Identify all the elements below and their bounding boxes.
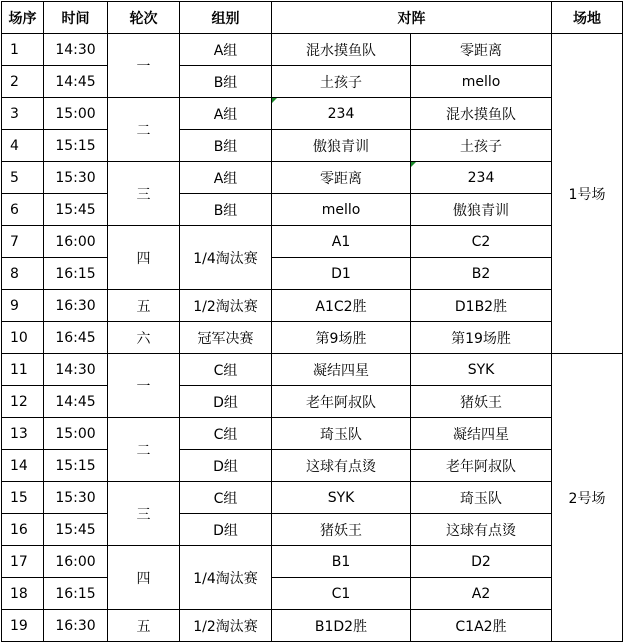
time-cell: 15:30: [44, 482, 108, 514]
table-row: [2, 130, 623, 162]
seq-cell: 3: [2, 98, 44, 130]
seq-cell: 17: [2, 546, 44, 578]
seq-cell: 5: [2, 162, 44, 194]
time-cell: 14:45: [44, 66, 108, 98]
team2-cell: 零距离: [411, 34, 552, 66]
time-cell: 15:45: [44, 194, 108, 226]
seq-cell: 11: [2, 354, 44, 386]
time-cell: 16:30: [44, 290, 108, 322]
team1-cell: 混水摸鱼队: [272, 34, 411, 66]
team2-cell: C2: [411, 226, 552, 258]
group-cell: C组: [180, 482, 272, 514]
group-cell: B组: [180, 66, 272, 98]
group-cell: A组: [180, 98, 272, 130]
table-row: [2, 578, 623, 610]
team1-cell: 傲狼青训: [272, 130, 411, 162]
team1-cell: A1C2胜: [272, 290, 411, 322]
group-cell: 1/4淘汰赛: [180, 226, 272, 290]
time-cell: 14:30: [44, 34, 108, 66]
team1-cell: 零距离: [272, 162, 411, 194]
seq-cell: 6: [2, 194, 44, 226]
table-row: [2, 386, 623, 418]
time-cell: 15:15: [44, 450, 108, 482]
seq-cell: 15: [2, 482, 44, 514]
table-row: [2, 258, 623, 290]
venue-cell: 2号场: [552, 354, 623, 642]
team2-cell: C1A2胜: [411, 610, 552, 642]
table-row: [2, 354, 623, 386]
team1-cell: 234: [272, 98, 411, 130]
seq-cell: 1: [2, 34, 44, 66]
team2-cell: 傲狼青训: [411, 194, 552, 226]
team1-cell: 琦玉队: [272, 418, 411, 450]
team2-cell: 混水摸鱼队: [411, 98, 552, 130]
time-cell: 16:00: [44, 226, 108, 258]
team2-cell: 234: [411, 162, 552, 194]
team1-cell: 猪妖王: [272, 514, 411, 546]
time-cell: 15:30: [44, 162, 108, 194]
table-row: [2, 194, 623, 226]
team2-cell: D1B2胜: [411, 290, 552, 322]
seq-cell: 13: [2, 418, 44, 450]
header-group: 组别: [180, 2, 272, 34]
header-match: 对阵: [272, 2, 552, 34]
table-row: [2, 418, 623, 450]
round-cell: 三: [108, 482, 180, 546]
group-cell: A组: [180, 162, 272, 194]
team1-cell: C1: [272, 578, 411, 610]
seq-cell: 10: [2, 322, 44, 354]
table-row: [2, 162, 623, 194]
time-cell: 16:15: [44, 258, 108, 290]
group-cell: C组: [180, 354, 272, 386]
table-row: [2, 290, 623, 322]
team2-cell: 这球有点烫: [411, 514, 552, 546]
round-cell: 一: [108, 354, 180, 418]
header-round: 轮次: [108, 2, 180, 34]
round-cell: 一: [108, 34, 180, 98]
group-cell: B组: [180, 194, 272, 226]
team1-cell: 凝结四星: [272, 354, 411, 386]
table-row: [2, 546, 623, 578]
time-cell: 14:30: [44, 354, 108, 386]
time-cell: 16:00: [44, 546, 108, 578]
round-cell: 二: [108, 98, 180, 162]
group-cell: 1/2淘汰赛: [180, 290, 272, 322]
table-row: [2, 98, 623, 130]
round-cell: 五: [108, 290, 180, 322]
seq-cell: 7: [2, 226, 44, 258]
time-cell: 14:45: [44, 386, 108, 418]
group-cell: A组: [180, 34, 272, 66]
time-cell: 15:00: [44, 418, 108, 450]
team2-cell: D2: [411, 546, 552, 578]
venue-cell: 1号场: [552, 34, 623, 354]
team1-cell: 老年阿叔队: [272, 386, 411, 418]
header-seq: 场序: [2, 2, 44, 34]
seq-cell: 12: [2, 386, 44, 418]
team2-cell: mello: [411, 66, 552, 98]
header-row: [2, 2, 623, 34]
team1-cell: mello: [272, 194, 411, 226]
team2-cell: 琦玉队: [411, 482, 552, 514]
table-row: [2, 514, 623, 546]
team2-cell: B2: [411, 258, 552, 290]
group-cell: B组: [180, 130, 272, 162]
table-row: [2, 322, 623, 354]
table-row: [2, 450, 623, 482]
team2-cell: 猪妖王: [411, 386, 552, 418]
table-row: [2, 66, 623, 98]
group-cell: 1/4淘汰赛: [180, 546, 272, 610]
team1-cell: 第9场胜: [272, 322, 411, 354]
round-cell: 二: [108, 418, 180, 482]
team1-cell: B1D2胜: [272, 610, 411, 642]
team1-cell: SYK: [272, 482, 411, 514]
table-row: [2, 34, 623, 66]
team1-cell: 这球有点烫: [272, 450, 411, 482]
time-cell: 15:00: [44, 98, 108, 130]
table-row: [2, 610, 623, 642]
group-cell: 冠军决赛: [180, 322, 272, 354]
team2-cell: 第19场胜: [411, 322, 552, 354]
group-cell: D组: [180, 450, 272, 482]
team1-cell: A1: [272, 226, 411, 258]
seq-cell: 2: [2, 66, 44, 98]
team2-cell: SYK: [411, 354, 552, 386]
seq-cell: 4: [2, 130, 44, 162]
schedule-table: [1, 1, 623, 642]
group-cell: 1/2淘汰赛: [180, 610, 272, 642]
seq-cell: 18: [2, 578, 44, 610]
seq-cell: 19: [2, 610, 44, 642]
seq-cell: 16: [2, 514, 44, 546]
time-cell: 16:45: [44, 322, 108, 354]
round-cell: 四: [108, 546, 180, 610]
team1-cell: D1: [272, 258, 411, 290]
team2-cell: 凝结四星: [411, 418, 552, 450]
time-cell: 16:30: [44, 610, 108, 642]
header-venue: 场地: [552, 2, 623, 34]
seq-cell: 9: [2, 290, 44, 322]
group-cell: D组: [180, 514, 272, 546]
team2-cell: 土孩子: [411, 130, 552, 162]
team2-cell: A2: [411, 578, 552, 610]
time-cell: 15:45: [44, 514, 108, 546]
table-row: [2, 482, 623, 514]
round-cell: 六: [108, 322, 180, 354]
team1-cell: 土孩子: [272, 66, 411, 98]
time-cell: 16:15: [44, 578, 108, 610]
round-cell: 五: [108, 610, 180, 642]
team2-cell: 老年阿叔队: [411, 450, 552, 482]
group-cell: D组: [180, 386, 272, 418]
group-cell: C组: [180, 418, 272, 450]
header-time: 时间: [44, 2, 108, 34]
seq-cell: 14: [2, 450, 44, 482]
team1-cell: B1: [272, 546, 411, 578]
table-row: [2, 226, 623, 258]
time-cell: 15:15: [44, 130, 108, 162]
round-cell: 四: [108, 226, 180, 290]
seq-cell: 8: [2, 258, 44, 290]
round-cell: 三: [108, 162, 180, 226]
